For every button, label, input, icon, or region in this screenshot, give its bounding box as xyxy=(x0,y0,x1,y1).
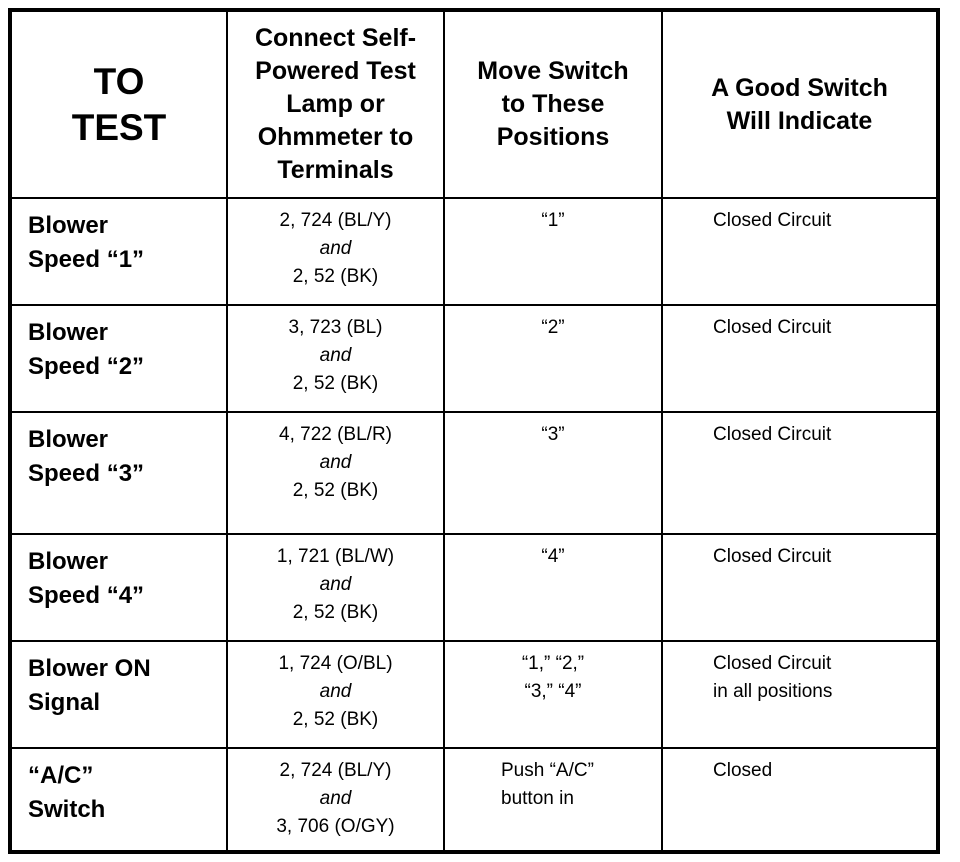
switch-test-table xyxy=(8,8,940,854)
header-good-switch: A Good Switch Will Indicate xyxy=(662,10,938,198)
position-cell: “4” xyxy=(444,534,662,641)
terminals-cell: 1, 721 (BL/W) and 2, 52 (BK) xyxy=(227,534,444,641)
terminals-cell: 2, 724 (BL/Y) and 2, 52 (BK) xyxy=(227,198,444,305)
test-cell: “A/C” Switch xyxy=(10,748,227,852)
test-cell: Blower Speed “1” xyxy=(10,198,227,305)
table-row xyxy=(10,412,938,534)
position-cell: Push “A/C” button in xyxy=(444,748,662,852)
position-cell: “2” xyxy=(444,305,662,412)
table-row xyxy=(10,534,938,641)
header-move-switch: Move Switch to These Positions xyxy=(444,10,662,198)
indicate-cell: Closed Circuit in all positions xyxy=(662,641,938,748)
position-cell: “1” xyxy=(444,198,662,305)
test-cell: Blower Speed “3” xyxy=(10,412,227,534)
header-to-test: TO TEST xyxy=(10,10,227,198)
indicate-cell: Closed xyxy=(662,748,938,852)
terminals-cell: 1, 724 (O/BL) and 2, 52 (BK) xyxy=(227,641,444,748)
position-cell: “3” xyxy=(444,412,662,534)
indicate-cell: Closed Circuit xyxy=(662,534,938,641)
table-row xyxy=(10,198,938,305)
test-cell: Blower Speed “2” xyxy=(10,305,227,412)
terminals-cell: 4, 722 (BL/R) and 2, 52 (BK) xyxy=(227,412,444,534)
terminals-cell: 2, 724 (BL/Y) and 3, 706 (O/GY) xyxy=(227,748,444,852)
test-cell: Blower Speed “4” xyxy=(10,534,227,641)
table-row xyxy=(10,748,938,852)
header-row xyxy=(10,10,938,198)
position-cell: “1,” “2,” “3,” “4” xyxy=(444,641,662,748)
indicate-cell: Closed Circuit xyxy=(662,305,938,412)
header-connect-terminals: Connect Self- Powered Test Lamp or Ohmmeter to Terminals xyxy=(227,10,444,198)
terminals-cell: 3, 723 (BL) and 2, 52 (BK) xyxy=(227,305,444,412)
indicate-cell: Closed Circuit xyxy=(662,198,938,305)
indicate-cell: Closed Circuit xyxy=(662,412,938,534)
test-cell: Blower ON Signal xyxy=(10,641,227,748)
table-row xyxy=(10,305,938,412)
table-row xyxy=(10,641,938,748)
